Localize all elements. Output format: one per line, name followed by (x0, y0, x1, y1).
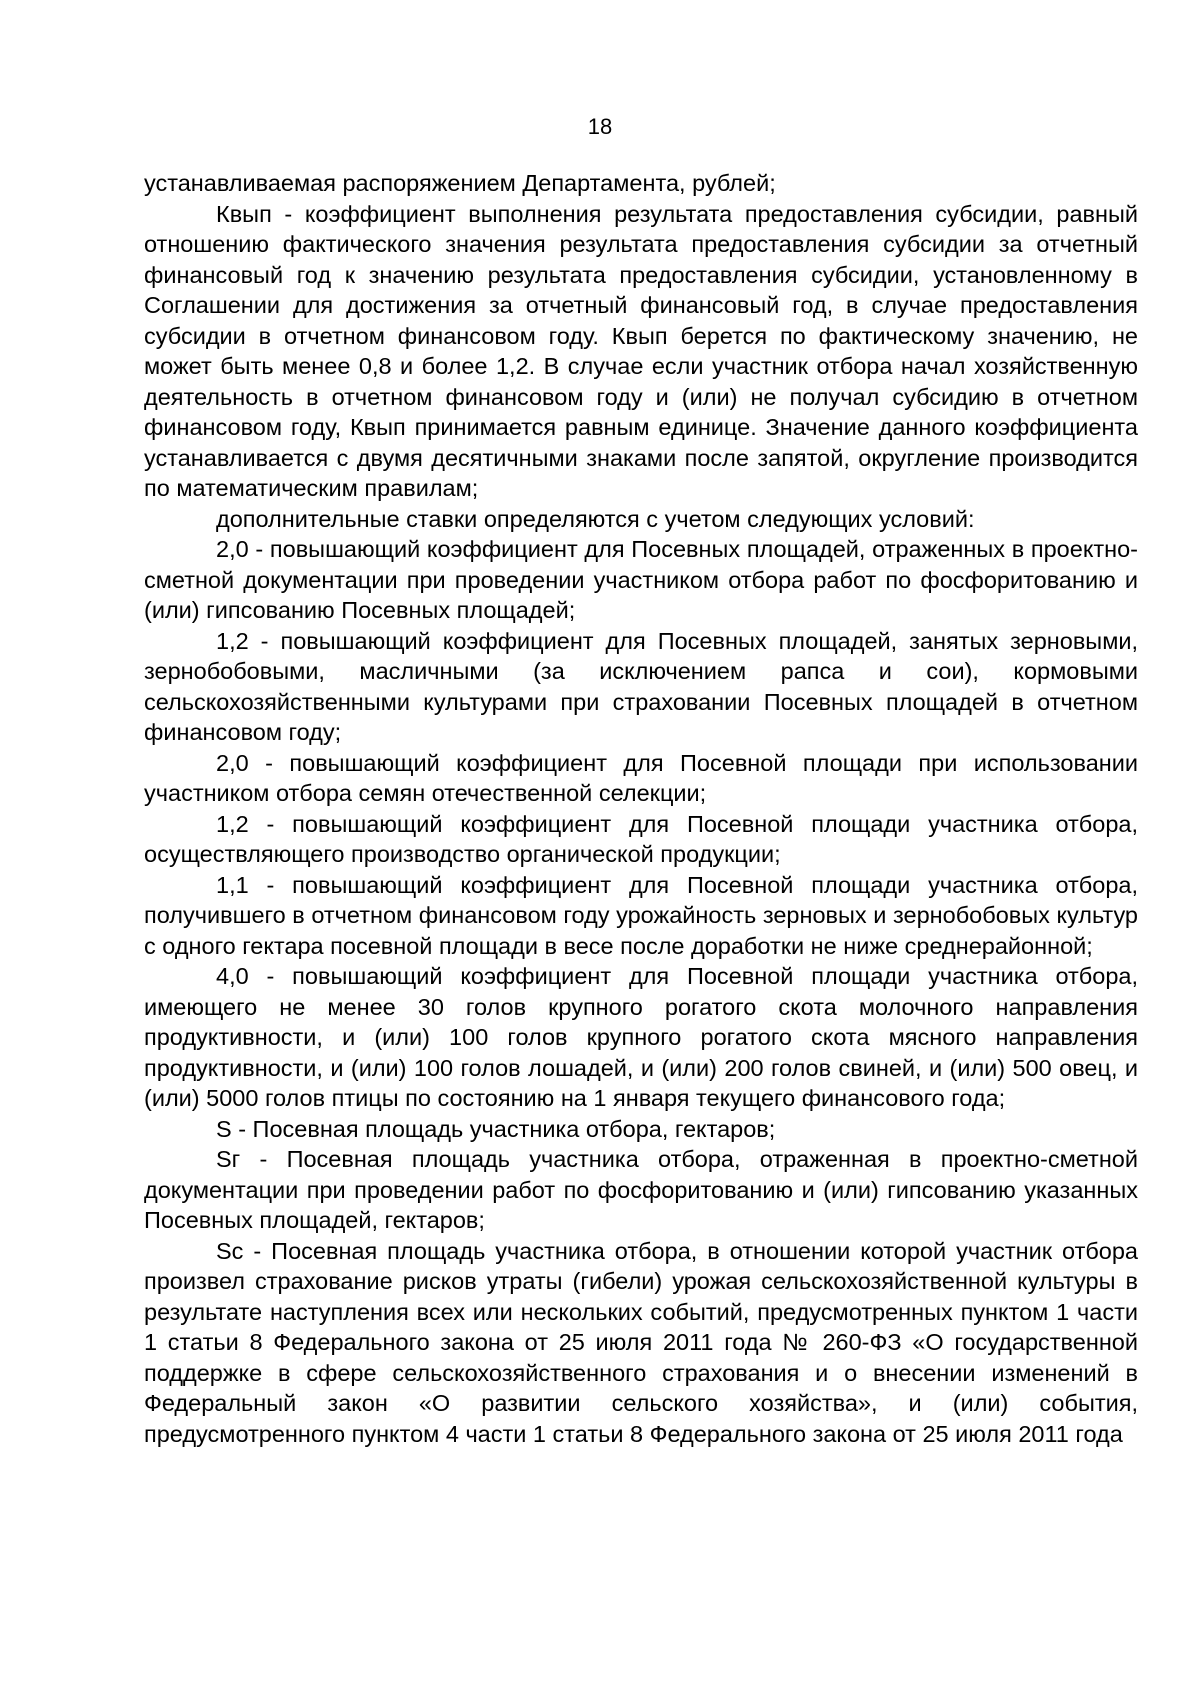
page-number: 18 (587, 114, 613, 139)
paragraph-coef-phosphorization: 2,0 - повышающий коэффициент для Посевных площадей, отраженных в проектно-сметной документации при проведении участником отбора работ по фосфоритованию и (или) гипсованию Посевных площадей; (144, 536, 1138, 623)
paragraph-sc-definition: Sс - Посевная площадь участника отбора, в отношении которой участник отбора произвел страхование рисков утраты (гибели) урожая сельскохозяйственной культуры в результате наступления всех или нескольких событий, предусмотренных пунктом 1 части 1 статьи 8 Федерального закона от 25 июля 2011 года № 260-ФЗ «О государственной поддержке в сфере сельскохозяйственного страхования и о внесении изменений в Федеральный закон «О развитии сельского хозяйства», и (или) события, предусмотренного пунктом 4 части 1 статьи 8 Федерального закона от 25 июля 2011 года (144, 1237, 1138, 1447)
paragraph-kvyp-definition: Квып - коэффициент выполнения результата предоставления субсидии, равный отношению фактического значения результата предоставления субсидии за отчетный финансовый год к значению результата предоставления субсидии, установленному в Соглашении для достижения за отчетный финансовый год, в случае предоставления субсидии в отчетном финансовом году. Квып берется по фактическому значению, не может быть менее 0,8 и более 1,2. В случае если участник отбора начал хозяйственную деятельность в отчетном финансовом году и (или) не получал субсидию в отчетном финансовом году, Квып принимается равным единице. Значение данного коэффициента устанавливается с двумя десятичными знаками после запятой, округление производится по математическим правилам; (144, 200, 1138, 501)
paragraph-coef-organic: 1,2 - повышающий коэффициент для Посевной площади участника отбора, осуществляющего производство органической продукции; (144, 810, 1138, 867)
paragraph-sg-definition: Sг - Посевная площадь участника отбора, отраженная в проектно-сметной документации при проведении работ по фосфоритованию и (или) гипсованию указанных Посевных площадей, гектаров; (144, 1146, 1138, 1233)
paragraph-rate-unit: устанавливаемая распоряжением Департамента, рублей; (144, 170, 776, 196)
paragraph-coef-insurance: 1,2 - повышающий коэффициент для Посевных площадей, занятых зерновыми, зернобобовыми, масличными (за исключением рапса и сои), кормовыми сельскохозяйственными культурами при страховании Посевных площадей в отчетном финансовом году; (144, 627, 1138, 745)
paragraph-coef-yield: 1,1 - повышающий коэффициент для Посевной площади участника отбора, получившего в отчетном финансовом году урожайность зерновых и зернобобовых культур с одного гектара посевной площади в весе после доработки не ниже среднерайонной; (144, 871, 1138, 959)
paragraph-coef-domestic-seeds: 2,0 - повышающий коэффициент для Посевной площади при использовании участником отбора семян отечественной селекции; (144, 749, 1138, 806)
paragraph-coef-livestock: 4,0 - повышающий коэффициент для Посевной площади участника отбора, имеющего не менее 30 голов крупного рогатого скота молочного направления продуктивности, и (или) 100 голов крупного рогатого скота мясного направления продуктивности, и (или) 100 голов лошадей, и (или) 200 голов свиней, и (или) 500 овец, и (или) 5000 голов птицы по состоянию на 1 января текущего финансового года; (144, 963, 1138, 1111)
document-body (144, 168, 1138, 1449)
paragraph-s-definition: S - Посевная площадь участника отбора, гектаров; (216, 1115, 776, 1142)
paragraph-additional-rates-intro: дополнительные ставки определяются с учетом следующих условий: (216, 505, 975, 532)
